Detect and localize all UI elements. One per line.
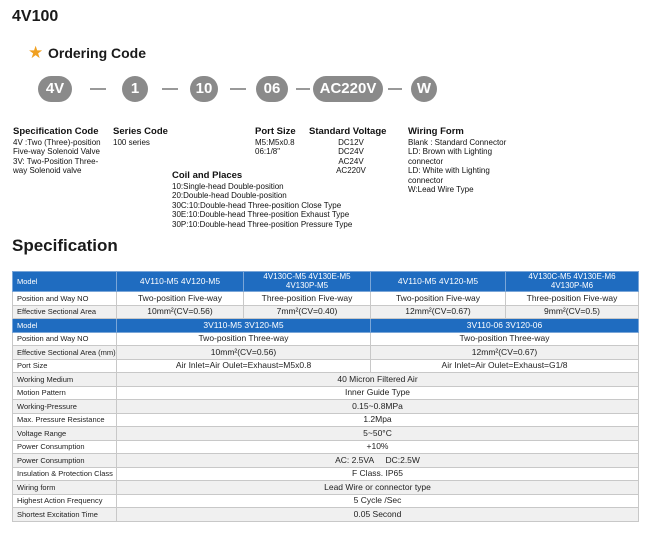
- code-pill-spec: 4V: [38, 76, 72, 102]
- code-pill-wiring: W: [411, 76, 437, 102]
- table-label: Power Consumption: [13, 454, 117, 468]
- series-code-title: Series Code: [113, 126, 168, 137]
- table-cell: 40 Micron Filtered Air: [117, 373, 639, 387]
- table-cell: 0.05 Second: [117, 508, 639, 522]
- table-cell: AC: 2.5VA DC:2.5W: [117, 454, 639, 468]
- table-cell: Two-position Five-way: [371, 292, 506, 306]
- voltage-line: DC24V: [338, 147, 364, 156]
- spec-code-line: way Solenoid valve: [13, 166, 82, 175]
- table-label: Model: [13, 319, 117, 333]
- table-row: [13, 292, 639, 306]
- cell-line: 4V130P-M6: [550, 280, 594, 290]
- code-separator: [388, 88, 402, 90]
- table-cell: 1.2Mpa: [117, 413, 639, 427]
- table-row: [13, 508, 639, 522]
- cell-line: 4V130C-M5 4V130E-M5: [263, 272, 351, 281]
- table-cell: Two-position Three-way: [371, 332, 639, 346]
- coil-title: Coil and Places: [172, 170, 243, 181]
- table-row: [13, 494, 639, 508]
- model-header-row: [13, 319, 639, 333]
- table-label: Power Consumption: [13, 440, 117, 454]
- series-code-line: 100 series: [113, 137, 150, 147]
- table-label: Working Medium: [13, 373, 117, 387]
- ordering-code-heading: Ordering Code: [48, 45, 147, 61]
- coil-line: 30P:10:Double-head Three-position Pressure Type: [172, 219, 353, 229]
- table-row: [13, 400, 639, 414]
- code-separator: [90, 88, 106, 90]
- table-cell: Three-position Five-way: [506, 292, 639, 306]
- voltage-label: [309, 127, 393, 176]
- port-size-label: [255, 127, 296, 157]
- table-label: Insulation & Protection Class: [13, 467, 117, 481]
- code-pill-series: 1: [122, 76, 148, 102]
- star-icon: ★: [28, 43, 44, 62]
- spec-code-label: [13, 127, 101, 176]
- port-size-line: 06:1/8": [255, 147, 281, 156]
- table-label: Working-Pressure: [13, 400, 117, 414]
- table-row: [13, 305, 639, 319]
- table-cell: Two-position Three-way: [117, 332, 371, 346]
- wiring-line: LD: Brown with Lighting: [408, 147, 493, 156]
- table-row: [13, 454, 639, 468]
- series-code-label: [113, 127, 168, 147]
- table-cell: [506, 272, 639, 292]
- specification-table: [12, 271, 639, 522]
- table-cell: 12mm²(CV=0.67): [371, 346, 639, 360]
- wiring-line: connector: [408, 156, 444, 166]
- coil-line: 30E:10:Double-head Three-position Exhaust Type: [172, 210, 350, 219]
- port-size-title: Port Size: [255, 126, 296, 137]
- voltage-line: AC220V: [336, 166, 366, 175]
- table-row: [13, 427, 639, 441]
- table-label: Shortest Excitation Time: [13, 508, 117, 522]
- model-header-row: [13, 272, 639, 292]
- table-cell: Lead Wire or connector type: [117, 481, 639, 495]
- wiring-line: connector: [408, 175, 444, 185]
- table-cell: 4V110-M5 4V120-M5: [371, 272, 506, 292]
- table-cell: 10mm²(CV=0.56): [117, 346, 371, 360]
- table-cell: 3V110-06 3V120-06: [371, 319, 639, 333]
- table-label: Effective Sectional Area: [13, 305, 117, 319]
- table-cell: 9mm²(CV=0.5): [506, 305, 639, 319]
- table-label: Motion Pattern: [13, 386, 117, 400]
- spec-code-line: 3V: Two-Position Three-: [13, 156, 99, 166]
- voltage-title: Standard Voltage: [309, 126, 387, 137]
- coil-line: 20:Double-head Double-position: [172, 191, 287, 200]
- table-cell: +10%: [117, 440, 639, 454]
- table-row: [13, 359, 639, 373]
- table-cell: 3V110-M5 3V120-M5: [117, 319, 371, 333]
- code-pill-port: 06: [256, 76, 288, 102]
- table-label: Effective Sectional Area (mm): [13, 346, 117, 360]
- table-label: Wiring form: [13, 481, 117, 495]
- coil-line: 30C:10:Double-head Three-position Close Type: [172, 200, 342, 210]
- code-separator: [230, 88, 246, 90]
- table-label: Port Size: [13, 359, 117, 373]
- table-row: [13, 386, 639, 400]
- table-label: Model: [13, 272, 117, 292]
- coil-label: [172, 171, 352, 229]
- table-row: [13, 373, 639, 387]
- table-cell: F Class. IP65: [117, 467, 639, 481]
- wiring-line: W:Lead Wire Type: [408, 185, 474, 194]
- code-pill-coil: 10: [190, 76, 218, 102]
- table-cell: 12mm²(CV=0.67): [371, 305, 506, 319]
- table-cell: 5~50°C: [117, 427, 639, 441]
- table-row: [13, 481, 639, 495]
- table-cell: 7mm²(CV=0.40): [244, 305, 371, 319]
- table-label: Position and Way NO: [13, 332, 117, 346]
- table-label: Highest Action Frequency: [13, 494, 117, 508]
- spec-code-title: Specification Code: [13, 126, 99, 137]
- table-cell: Air Inlet=Air Oulet=Exhaust=M5x0.8: [117, 359, 371, 373]
- table-cell: 5 Cycle /Sec: [117, 494, 639, 508]
- table-cell: Three-position Five-way: [244, 292, 371, 306]
- table-label: Max. Pressure Resistance: [13, 413, 117, 427]
- spec-code-line: Five-way Solenoid Valve: [13, 147, 101, 156]
- page-title: 4V100: [12, 8, 59, 25]
- table-row: [13, 413, 639, 427]
- wiring-line: LD: White with Lighting: [408, 166, 490, 175]
- table-row: [13, 346, 639, 360]
- table-cell: [244, 272, 371, 292]
- table-row: [13, 467, 639, 481]
- wiring-title: Wiring Form: [408, 126, 464, 137]
- voltage-line: DC12V: [338, 137, 364, 147]
- voltage-line: AC24V: [338, 156, 364, 166]
- code-pill-voltage: AC220V: [313, 76, 383, 102]
- table-cell: 10mm²(CV=0.56): [117, 305, 244, 319]
- port-size-line: M5:M5x0.8: [255, 137, 295, 147]
- table-cell: 4V110-M5 4V120-M5: [117, 272, 244, 292]
- coil-line: 10:Single-head Double-position: [172, 181, 284, 191]
- wiring-label: [408, 127, 506, 195]
- code-separator: [162, 88, 178, 90]
- specification-heading: Specification: [12, 236, 118, 255]
- table-label: Position and Way NO: [13, 292, 117, 306]
- table-label: Voltage Range: [13, 427, 117, 441]
- table-row: [13, 332, 639, 346]
- table-cell: Inner Guide Type: [117, 386, 639, 400]
- cell-line: 4V130C-M5 4V130E-M6: [528, 272, 616, 281]
- table-cell: Air Inlet=Air Oulet=Exhaust=G1/8: [371, 359, 639, 373]
- table-cell: 0.15~0.8MPa: [117, 400, 639, 414]
- table-row: [13, 440, 639, 454]
- wiring-line: Blank : Standard Connector: [408, 137, 507, 147]
- spec-code-line: 4V :Two (Three)-position: [13, 137, 101, 147]
- table-cell: Two-position Five-way: [117, 292, 244, 306]
- cell-line: 4V130P-M5: [285, 280, 329, 290]
- code-separator: [296, 88, 310, 90]
